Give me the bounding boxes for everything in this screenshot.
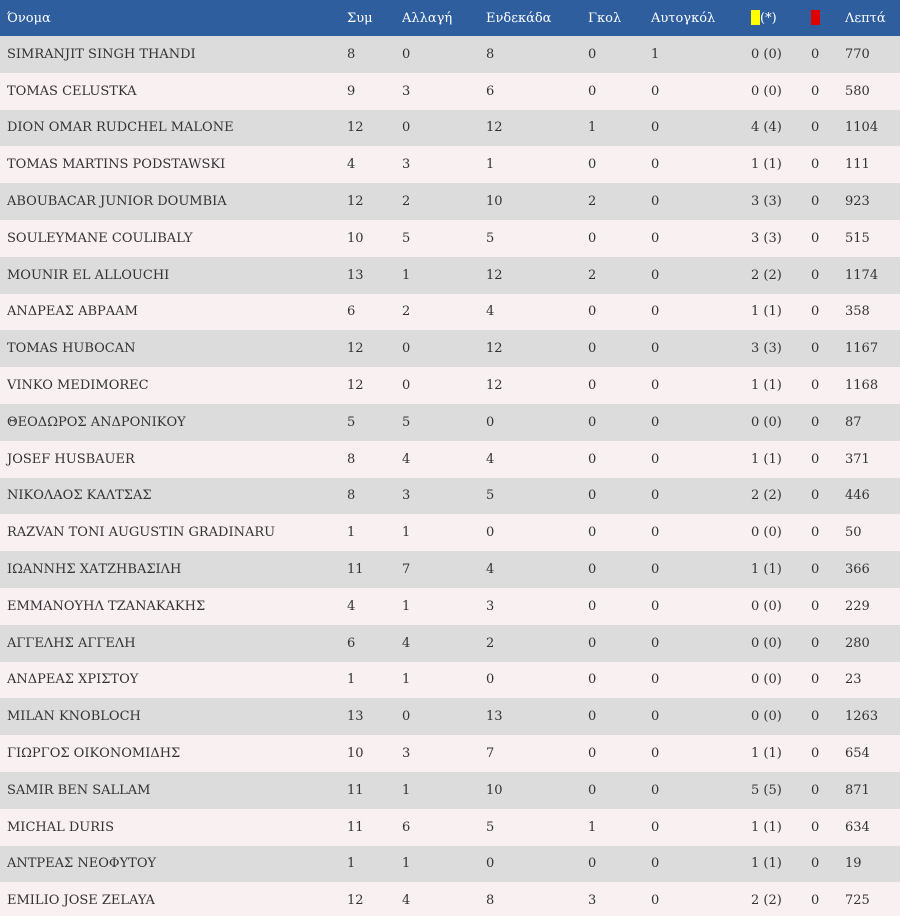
starts-value: 4: [486, 451, 495, 467]
yellow-cards-value: 0 (0): [751, 525, 782, 541]
red-cards-value: 0: [811, 46, 820, 62]
column-header-minutes[interactable]: Λεπτά: [845, 10, 886, 26]
goals-value: 0: [588, 488, 597, 504]
column-header-own-goals[interactable]: Αυτογκόλ: [651, 10, 716, 26]
table-row: [0, 220, 900, 257]
column-header-subs[interactable]: Αλλαγή: [402, 10, 453, 26]
red-cards-value: 0: [811, 194, 820, 210]
starts-value: 12: [486, 378, 503, 394]
yellow-cards-value: 2 (2): [751, 893, 782, 909]
header-row: [0, 0, 900, 36]
player-name: EMILIO JOSE ZELAYA: [7, 893, 155, 909]
starts-value: 12: [486, 341, 503, 357]
player-name: TOMAS HUBOCAN: [7, 341, 136, 357]
yellow-cards-value: 5 (5): [751, 782, 782, 798]
yellow-cards-value: 0 (0): [751, 635, 782, 651]
apps-value: 12: [347, 893, 364, 909]
goals-value: 0: [588, 672, 597, 688]
yellow-cards-value: 0 (0): [751, 672, 782, 688]
apps-value: 12: [347, 120, 364, 136]
red-cards-value: 0: [811, 378, 820, 394]
own-goals-value: 0: [651, 598, 660, 614]
red-cards-value: 0: [811, 488, 820, 504]
red-cards-value: 0: [811, 598, 820, 614]
subs-value: 1: [402, 267, 411, 283]
yellow-cards-value: 3 (3): [751, 230, 782, 246]
subs-value: 4: [402, 451, 411, 467]
subs-value: 4: [402, 893, 411, 909]
own-goals-value: 0: [651, 672, 660, 688]
minutes-value: 87: [845, 414, 862, 430]
table-row: [0, 551, 900, 588]
yellow-cards-value: 0 (0): [751, 598, 782, 614]
red-cards-value: 0: [811, 414, 820, 430]
table-row: [0, 367, 900, 404]
player-name: JOSEF HUSBAUER: [7, 451, 135, 467]
table-row: [0, 146, 900, 183]
column-header-red-cards[interactable]: [811, 0, 845, 36]
column-header-yellow-cards[interactable]: [751, 0, 811, 36]
apps-value: 12: [347, 341, 364, 357]
minutes-value: 923: [845, 194, 870, 210]
apps-value: 6: [347, 304, 356, 320]
yellow-card-icon: [751, 10, 760, 25]
own-goals-value: 0: [651, 194, 660, 210]
minutes-value: 358: [845, 304, 870, 320]
apps-value: 1: [347, 672, 356, 688]
minutes-value: 654: [845, 746, 870, 762]
red-cards-value: 0: [811, 635, 820, 651]
player-name: ABOUBACAR JUNIOR DOUMBIA: [7, 194, 227, 210]
table-row: [0, 772, 900, 809]
subs-value: 7: [402, 562, 411, 578]
table-row: [0, 514, 900, 551]
apps-value: 12: [347, 194, 364, 210]
column-header-starts[interactable]: Ενδεκάδα: [486, 10, 552, 26]
own-goals-value: 0: [651, 83, 660, 99]
minutes-value: 229: [845, 598, 870, 614]
starts-value: 7: [486, 746, 495, 762]
subs-value: 2: [402, 194, 411, 210]
red-cards-value: 0: [811, 856, 820, 872]
yellow-cards-value: 3 (3): [751, 194, 782, 210]
table-row: [0, 882, 900, 916]
goals-value: 0: [588, 83, 597, 99]
yellow-cards-value: 1 (1): [751, 746, 782, 762]
red-cards-value: 0: [811, 562, 820, 578]
apps-value: 8: [347, 488, 356, 504]
yellow-card-suffix: (*): [760, 11, 777, 26]
goals-value: 0: [588, 341, 597, 357]
apps-value: 8: [347, 451, 356, 467]
yellow-cards-value: 1 (1): [751, 562, 782, 578]
player-name: SIMRANJIT SINGH THANDI: [7, 46, 196, 62]
subs-value: 3: [402, 83, 411, 99]
minutes-value: 19: [845, 856, 862, 872]
subs-value: 0: [402, 120, 411, 136]
minutes-value: 1167: [845, 341, 879, 357]
starts-value: 10: [486, 194, 503, 210]
own-goals-value: 0: [651, 230, 660, 246]
red-card-icon: [811, 10, 820, 25]
minutes-value: 1174: [845, 267, 879, 283]
subs-value: 1: [402, 525, 411, 541]
starts-value: 6: [486, 83, 495, 99]
red-cards-value: 0: [811, 893, 820, 909]
apps-value: 12: [347, 378, 364, 394]
player-name: TOMAS MARTINS PODSTAWSKI: [7, 157, 226, 173]
goals-value: 0: [588, 856, 597, 872]
subs-value: 5: [402, 414, 411, 430]
own-goals-value: 0: [651, 157, 660, 173]
yellow-cards-value: 1 (1): [751, 378, 782, 394]
player-name: SOULEYMANE COULIBALY: [7, 230, 193, 246]
table-row: [0, 257, 900, 294]
goals-value: 0: [588, 525, 597, 541]
subs-value: 3: [402, 157, 411, 173]
yellow-cards-value: 0 (0): [751, 46, 782, 62]
own-goals-value: 0: [651, 782, 660, 798]
apps-value: 10: [347, 746, 364, 762]
starts-value: 8: [486, 893, 495, 909]
red-cards-value: 0: [811, 709, 820, 725]
apps-value: 9: [347, 83, 356, 99]
goals-value: 2: [588, 194, 597, 210]
player-name: ΑΝΔΡΕΑΣ ΧΡΙΣΤΟΥ: [7, 672, 139, 688]
table-row: [0, 183, 900, 220]
subs-value: 0: [402, 341, 411, 357]
player-name: SAMIR BEN SALLAM: [7, 782, 151, 798]
goals-value: 0: [588, 635, 597, 651]
starts-value: 10: [486, 782, 503, 798]
starts-value: 3: [486, 598, 495, 614]
minutes-value: 725: [845, 893, 870, 909]
goals-value: 0: [588, 378, 597, 394]
red-cards-value: 0: [811, 525, 820, 541]
player-name: RAZVAN TONI AUGUSTIN GRADINARU: [7, 525, 276, 541]
minutes-value: 371: [845, 451, 870, 467]
apps-value: 13: [347, 267, 364, 283]
table-row: [0, 698, 900, 735]
yellow-cards-value: 1 (1): [751, 157, 782, 173]
minutes-value: 50: [845, 525, 862, 541]
goals-value: 1: [588, 819, 597, 835]
red-cards-value: 0: [811, 304, 820, 320]
subs-value: 3: [402, 488, 411, 504]
subs-value: 4: [402, 635, 411, 651]
table-row: [0, 809, 900, 846]
red-cards-value: 0: [811, 746, 820, 762]
subs-value: 3: [402, 746, 411, 762]
own-goals-value: 0: [651, 378, 660, 394]
yellow-cards-value: 1 (1): [751, 304, 782, 320]
own-goals-value: 0: [651, 819, 660, 835]
yellow-cards-value: 2 (2): [751, 488, 782, 504]
apps-value: 4: [347, 598, 356, 614]
yellow-cards-value: 0 (0): [751, 709, 782, 725]
starts-value: 4: [486, 562, 495, 578]
goals-value: 0: [588, 157, 597, 173]
own-goals-value: 1: [651, 46, 660, 62]
apps-value: 6: [347, 635, 356, 651]
table-row: [0, 478, 900, 515]
minutes-value: 634: [845, 819, 870, 835]
own-goals-value: 0: [651, 488, 660, 504]
own-goals-value: 0: [651, 525, 660, 541]
goals-value: 0: [588, 782, 597, 798]
red-cards-value: 0: [811, 341, 820, 357]
red-cards-value: 0: [811, 451, 820, 467]
goals-value: 0: [588, 230, 597, 246]
table-row: [0, 404, 900, 441]
goals-value: 1: [588, 120, 597, 136]
own-goals-value: 0: [651, 893, 660, 909]
red-cards-value: 0: [811, 672, 820, 688]
minutes-value: 871: [845, 782, 870, 798]
column-header-name[interactable]: Όνομα: [7, 10, 51, 26]
player-name: MOUNIR EL ALLOUCHI: [7, 267, 170, 283]
minutes-value: 1263: [845, 709, 879, 725]
table-row: [0, 735, 900, 772]
red-cards-value: 0: [811, 120, 820, 136]
own-goals-value: 0: [651, 451, 660, 467]
minutes-value: 280: [845, 635, 870, 651]
own-goals-value: 0: [651, 267, 660, 283]
apps-value: 10: [347, 230, 364, 246]
table-body: [0, 36, 900, 916]
table-row: [0, 846, 900, 883]
goals-value: 0: [588, 746, 597, 762]
player-name: MILAN KNOBLOCH: [7, 709, 141, 725]
goals-value: 0: [588, 414, 597, 430]
starts-value: 4: [486, 304, 495, 320]
minutes-value: 580: [845, 83, 870, 99]
own-goals-value: 0: [651, 635, 660, 651]
player-name: ΑΝΤΡΕΑΣ ΝΕΟΦΥΤΟΥ: [7, 856, 157, 872]
starts-value: 1: [486, 157, 495, 173]
own-goals-value: 0: [651, 304, 660, 320]
apps-value: 1: [347, 525, 356, 541]
subs-value: 0: [402, 709, 411, 725]
subs-value: 6: [402, 819, 411, 835]
table-row: [0, 588, 900, 625]
minutes-value: 366: [845, 562, 870, 578]
minutes-value: 770: [845, 46, 870, 62]
red-cards-value: 0: [811, 157, 820, 173]
starts-value: 0: [486, 856, 495, 872]
minutes-value: 111: [845, 157, 870, 173]
apps-value: 5: [347, 414, 356, 430]
subs-value: 1: [402, 598, 411, 614]
goals-value: 0: [588, 709, 597, 725]
table-row: [0, 294, 900, 331]
starts-value: 0: [486, 414, 495, 430]
yellow-cards-value: 1 (1): [751, 451, 782, 467]
minutes-value: 446: [845, 488, 870, 504]
own-goals-value: 0: [651, 709, 660, 725]
own-goals-value: 0: [651, 120, 660, 136]
table-row: [0, 36, 900, 73]
apps-value: 8: [347, 46, 356, 62]
goals-value: 2: [588, 267, 597, 283]
apps-value: 11: [347, 562, 364, 578]
player-name: ΙΩΑΝΝΗΣ ΧΑΤΖΗΒΑΣΙΛΗ: [7, 562, 182, 578]
apps-value: 11: [347, 819, 364, 835]
subs-value: 1: [402, 672, 411, 688]
table-row: [0, 110, 900, 147]
goals-value: 0: [588, 304, 597, 320]
starts-value: 5: [486, 230, 495, 246]
goals-value: 0: [588, 46, 597, 62]
yellow-cards-value: 3 (3): [751, 341, 782, 357]
player-name: ΝΙΚΟΛΑΟΣ ΚΑΛΤΣΑΣ: [7, 488, 152, 504]
red-cards-value: 0: [811, 819, 820, 835]
starts-value: 5: [486, 819, 495, 835]
starts-value: 13: [486, 709, 503, 725]
starts-value: 0: [486, 672, 495, 688]
minutes-value: 515: [845, 230, 870, 246]
subs-value: 2: [402, 304, 411, 320]
own-goals-value: 0: [651, 562, 660, 578]
table-row: [0, 441, 900, 478]
own-goals-value: 0: [651, 856, 660, 872]
yellow-cards-value: 1 (1): [751, 856, 782, 872]
apps-value: 13: [347, 709, 364, 725]
red-cards-value: 0: [811, 83, 820, 99]
starts-value: 12: [486, 267, 503, 283]
red-cards-value: 0: [811, 230, 820, 246]
player-name: VINKO MEDIMOREC: [7, 378, 149, 394]
yellow-cards-value: 0 (0): [751, 414, 782, 430]
player-name: TOMAS CELUSTKA: [7, 83, 137, 99]
player-name: ΓΙΩΡΓΟΣ ΟΙΚΟΝΟΜΙΔΗΣ: [7, 746, 181, 762]
own-goals-value: 0: [651, 341, 660, 357]
player-name: DION OMAR RUDCHEL MALONE: [7, 120, 234, 136]
own-goals-value: 0: [651, 414, 660, 430]
starts-value: 12: [486, 120, 503, 136]
table-row: [0, 662, 900, 699]
table-row: [0, 330, 900, 367]
red-cards-value: 0: [811, 782, 820, 798]
player-name: ΑΓΓΕΛΗΣ ΑΓΓΕΛΗ: [7, 635, 136, 651]
subs-value: 0: [402, 378, 411, 394]
goals-value: 3: [588, 893, 597, 909]
yellow-cards-value: 2 (2): [751, 267, 782, 283]
minutes-value: 1104: [845, 120, 879, 136]
goals-value: 0: [588, 598, 597, 614]
red-cards-value: 0: [811, 267, 820, 283]
subs-value: 5: [402, 230, 411, 246]
column-header-apps[interactable]: Συμ: [347, 10, 373, 26]
player-name: ΘΕΟΔΩΡΟΣ ΑΝΔΡΟΝΙΚΟΥ: [7, 414, 186, 430]
table-row: [0, 73, 900, 110]
yellow-cards-value: 1 (1): [751, 819, 782, 835]
table-row: [0, 625, 900, 662]
player-name: ΕΜΜΑΝΟΥΗΛ ΤΖΑΝΑΚΑΚΗΣ: [7, 598, 206, 614]
yellow-cards-value: 0 (0): [751, 83, 782, 99]
minutes-value: 1168: [845, 378, 879, 394]
goals-value: 0: [588, 451, 597, 467]
yellow-cards-value: 4 (4): [751, 120, 782, 136]
minutes-value: 23: [845, 672, 862, 688]
starts-value: 0: [486, 525, 495, 541]
goals-value: 0: [588, 562, 597, 578]
starts-value: 8: [486, 46, 495, 62]
own-goals-value: 0: [651, 746, 660, 762]
subs-value: 1: [402, 782, 411, 798]
subs-value: 0: [402, 46, 411, 62]
column-header-goals[interactable]: Γκολ: [588, 10, 622, 26]
apps-value: 1: [347, 856, 356, 872]
subs-value: 1: [402, 856, 411, 872]
starts-value: 5: [486, 488, 495, 504]
player-name: ΑΝΔΡΕΑΣ ΑΒΡΑΑΜ: [7, 304, 138, 320]
table-header: [0, 0, 900, 36]
apps-value: 4: [347, 157, 356, 173]
player-name: MICHAL DURIS: [7, 819, 115, 835]
apps-value: 11: [347, 782, 364, 798]
starts-value: 2: [486, 635, 495, 651]
